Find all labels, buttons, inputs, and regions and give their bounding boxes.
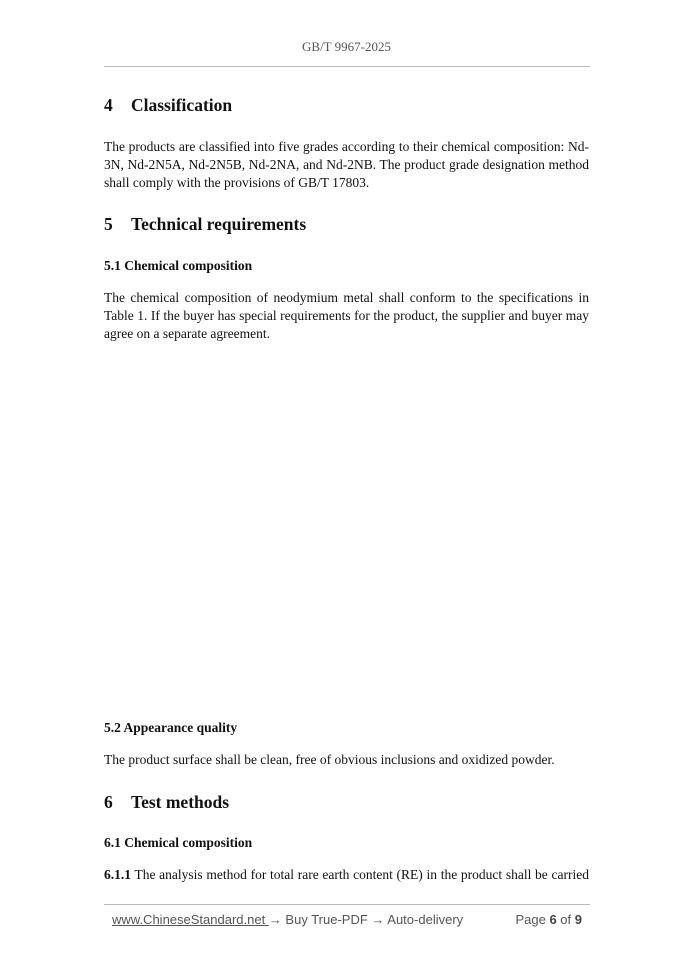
- footer-rule: [104, 904, 590, 905]
- classification-paragraph: The products are classified into five grades according to their chemical composition: Nd-3N, Nd-2N5A, Nd-2N5B, Nd-2NA, and Nd-2NB. The product grade designation method shall comply with the provisions of GB/T 17803.: [104, 139, 589, 190]
- heading-test-methods: 6 Test methods: [104, 792, 230, 812]
- footer-tagline: → Buy True-PDF → Auto-delivery: [268, 912, 464, 927]
- footer: [112, 912, 582, 927]
- test-method-paragraph: 6.1.1 The analysis method for total rare earth content (RE) in the product shall be carried: [104, 867, 589, 882]
- page-indicator: Page 6 of 9: [515, 912, 582, 927]
- heading-chemical-composition: 5.1 Chemical composition: [104, 258, 253, 273]
- header-rule: [104, 66, 590, 67]
- heading-appearance-quality: 5.2 Appearance quality: [104, 720, 238, 735]
- appearance-paragraph: The product surface shall be clean, free of obvious inclusions and oxidized powder.: [104, 752, 555, 767]
- website-link[interactable]: www.ChineseStandard.net: [112, 912, 269, 927]
- chemical-composition-paragraph: The chemical composition of neodymium metal shall conform to the specifications in Table 1. If the buyer has special requirements for the product, the supplier and buyer may agree on a separate agreement.: [104, 290, 589, 341]
- heading-technical-requirements: 5 Technical requirements: [104, 214, 307, 234]
- heading-test-chemical-composition: 6.1 Chemical composition: [104, 835, 253, 850]
- heading-classification: 4 Classification: [104, 95, 233, 115]
- running-header: GB/T 9967-2025: [302, 39, 391, 54]
